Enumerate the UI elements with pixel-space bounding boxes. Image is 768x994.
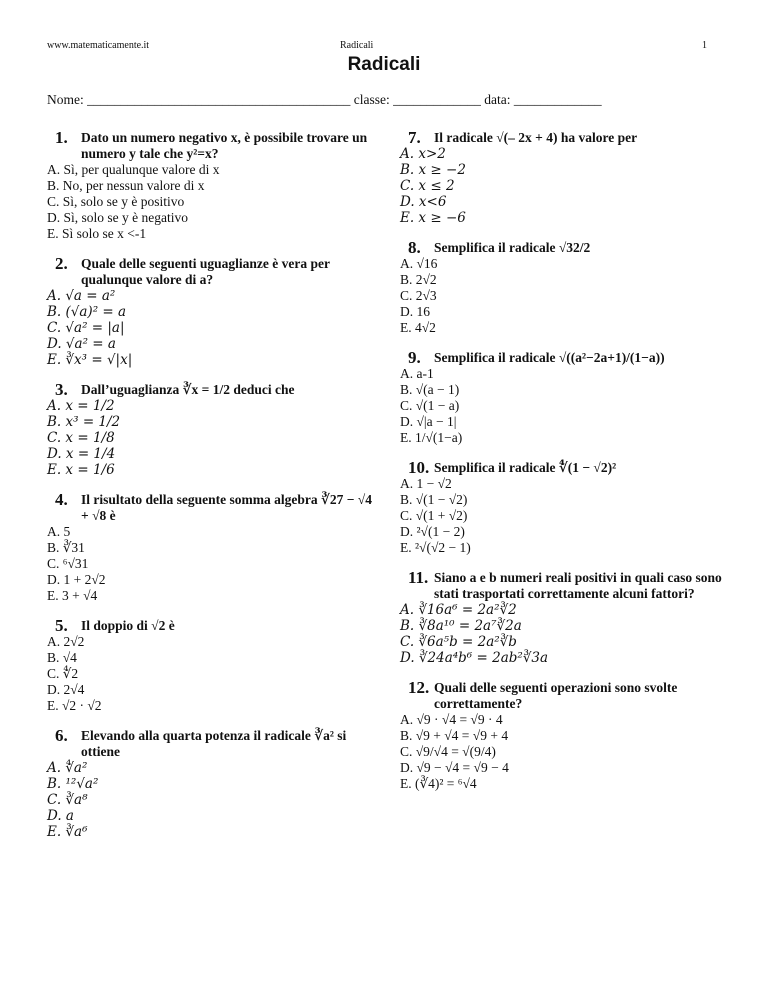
option: E. ∛a⁶ (47, 824, 88, 840)
site-url: www.matematicamente.it (47, 40, 150, 51)
option: A. 1 − √2 (400, 476, 452, 491)
option: D. √|a − 1| (400, 414, 457, 429)
question-1 (47, 130, 377, 242)
question-number: 2. (55, 254, 68, 273)
option: C. ⁶√31 (47, 556, 89, 571)
question-9 (400, 350, 730, 446)
question-2 (47, 256, 377, 368)
question-number: 4. (55, 490, 68, 509)
question-number: 9. (408, 348, 421, 367)
option: A. √16 (400, 256, 438, 271)
question-text: Il radicale √(– 2x + 4) ha valore per (434, 130, 638, 145)
question-10 (400, 460, 730, 556)
option: E. (∛4)² = ⁶√4 (400, 776, 477, 791)
option: B. 2√2 (400, 272, 437, 287)
option: D. 1 + 2√2 (47, 572, 106, 587)
question-6 (47, 728, 377, 840)
option: E. x ≥ −6 (400, 210, 466, 226)
option: E. 3 + √4 (47, 588, 98, 603)
question-number: 8. (408, 238, 421, 257)
question-text: Elevando alla quarta potenza il radicale ∛a² si ottiene (81, 728, 347, 759)
question-number: 5. (55, 616, 68, 635)
option: A. 5 (47, 524, 71, 539)
option: B. √9 + √4 = √9 + 4 (400, 728, 509, 743)
page-title: Radicali (347, 54, 421, 75)
question-text: Dall’uguaglianza ∛x = 1/2 deduci che (81, 382, 295, 397)
option: D. ∛24a⁴b⁶ = 2ab²∛3a (400, 650, 549, 666)
option: E. 1/√(1−a) (400, 430, 463, 445)
question-text: Siano a e b numeri reali positivi in quali caso sono stati trasportati correttamente alcuni fattori? (434, 570, 722, 601)
option: D. √9 − √4 = √9 − 4 (400, 760, 509, 775)
question-text: Dato un numero negativo x, è possibile trovare un numero y tale che y²=x? (81, 130, 368, 161)
question-11 (400, 570, 730, 666)
option: A. x>2 (400, 146, 446, 162)
option: A. √a = a² (47, 288, 116, 304)
option: E. ²√(√2 − 1) (400, 540, 471, 555)
question-text: Semplifica il radicale ∜(1 − √2)² (434, 460, 617, 475)
option: C. ∛6a⁵b = 2a²∛b (400, 634, 517, 650)
option: C. x ≤ 2 (400, 178, 455, 194)
option: A. x = 1/2 (47, 398, 115, 414)
question-text: Semplifica il radicale √((a²−2a+1)/(1−a)) (434, 350, 665, 365)
question-4 (47, 492, 377, 604)
question-number: 10. (408, 458, 430, 477)
option: D. √a² = a (47, 336, 116, 352)
option: B. √(1 − √2) (400, 492, 468, 507)
option: C. √a² = |a| (47, 320, 125, 336)
question-number: 1. (55, 128, 68, 147)
question-number: 3. (55, 380, 68, 399)
option: E. 4√2 (400, 320, 436, 335)
student-info-line: Nome: _______________________________________ classe: _____________ data: _____________ (47, 92, 602, 107)
option: C. √9/√4 = √(9/4) (400, 744, 496, 759)
option: D. x<6 (400, 194, 447, 210)
question-5 (47, 618, 377, 714)
option: A. ∛16a⁶ = 2a²∛2 (400, 602, 517, 618)
question-number: 7. (408, 128, 421, 147)
question-text: Quale delle seguenti uguaglianze è vera per qualunque valore di a? (81, 256, 330, 287)
question-12 (400, 680, 730, 792)
question-number: 6. (55, 726, 68, 745)
question-7 (400, 130, 730, 226)
option: B. x³ = 1/2 (47, 414, 121, 430)
option: B. (√a)² = a (47, 304, 127, 320)
option: E. ∛x³ = √|x| (47, 352, 133, 368)
option: D. 16 (400, 304, 430, 319)
question-text: Il risultato della seguente somma algebra ∛27 − √4 + √8 è (81, 492, 372, 523)
option: C. x = 1/8 (47, 430, 115, 446)
option: A. a-1 (400, 366, 434, 381)
option: A. ∜a² (47, 760, 88, 776)
option: C. ∛a⁸ (47, 792, 88, 808)
option: D. Sì, solo se y è negativo (47, 210, 188, 225)
option: B. √(a − 1) (400, 382, 460, 397)
option: D. ²√(1 − 2) (400, 524, 465, 539)
option: E. Sì solo se x <-1 (47, 226, 147, 241)
option: E. √2 · √2 (47, 698, 102, 713)
question-text: Quali delle seguenti operazioni sono svolte correttamente? (434, 680, 678, 711)
right-column (400, 130, 730, 806)
question-text: Il doppio di √2 è (81, 618, 175, 633)
option: C. ∜2 (47, 666, 79, 681)
question-8 (400, 240, 730, 336)
option: B. No, per nessun valore di x (47, 178, 205, 193)
header-topic: Radicali (340, 40, 374, 51)
option: D. 2√4 (47, 682, 85, 697)
option: C. Sì, solo se y è positivo (47, 194, 185, 209)
option: C. √(1 − a) (400, 398, 460, 413)
option: A. √9 · √4 = √9 · 4 (400, 712, 503, 727)
question-text: Semplifica il radicale √32/2 (434, 240, 591, 255)
option: B. ∛8a¹⁰ = 2a⁷∛2a (400, 618, 522, 634)
option: D. x = 1/4 (47, 446, 116, 462)
option: E. x = 1/6 (47, 462, 115, 478)
question-3 (47, 382, 377, 478)
option: D. a (47, 808, 74, 824)
left-column (47, 130, 377, 854)
option: C. 2√3 (400, 288, 437, 303)
option: B. ∛31 (47, 540, 85, 555)
option: B. √4 (47, 650, 77, 665)
page-number: 1 (702, 40, 707, 51)
option: A. 2√2 (47, 634, 85, 649)
option: B. ¹²√a² (47, 776, 99, 792)
question-number: 12. (408, 678, 430, 697)
question-number: 11. (408, 568, 429, 587)
option: A. Sì, per qualunque valore di x (47, 162, 220, 177)
option: C. √(1 + √2) (400, 508, 468, 523)
option: B. x ≥ −2 (400, 162, 466, 178)
